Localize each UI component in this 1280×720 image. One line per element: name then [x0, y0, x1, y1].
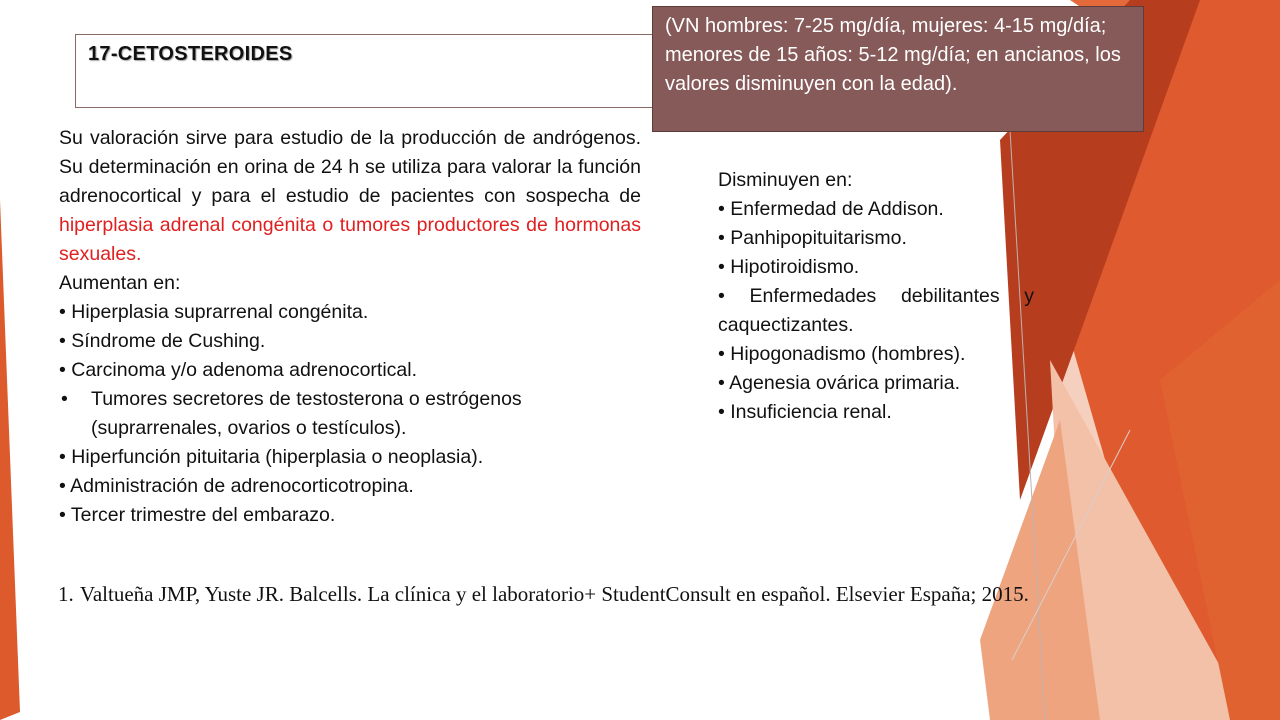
reference	[58, 578, 1118, 610]
disminuyen-item: • Hipogonadismo (hombres).	[718, 343, 966, 365]
aumentan-item-text: Tumores secretores de testosterona o estrógenos (suprarrenales, ovarios o testículos).	[91, 388, 522, 439]
left-edge-shape	[0, 200, 20, 720]
intro-text: Su valoración sirve para estudio de la producción de andrógenos. Su determinación en orina de 24 h se utiliza para valorar la función adrenocortical y para el estudio de pacientes con sospecha de	[59, 127, 641, 207]
reference-text: Valtueña JMP, Yuste JR. Balcells. La clínica y el laboratorio+ StudentConsult en español. Elsevier España; 2015.	[80, 582, 1029, 606]
aumentan-item: • Tercer trimestre del embarazo.	[59, 504, 336, 526]
reference-number: 1.	[58, 582, 74, 606]
disminuyen-item: • Enfermedad de Addison.	[718, 198, 944, 220]
disminuyen-item: • Panhipopituitarismo.	[718, 227, 907, 249]
aumentan-item: • Hiperplasia suprarrenal congénita.	[59, 301, 369, 323]
disminuyen-item: • Enfermedades debilitantes y caquectizantes.	[718, 285, 1034, 336]
intro-highlight: hiperplasia adrenal congénita o tumores productores de hormonas sexuales.	[59, 214, 641, 265]
disminuyen-item: • Hipotiroidismo.	[718, 256, 860, 278]
disminuyen-item: • Insuficiencia renal.	[718, 401, 892, 423]
aumentan-heading: Aumentan en:	[59, 272, 181, 294]
title-box	[75, 34, 675, 108]
aumentan-item: • Hiperfunción pituitaria (hiperplasia o neoplasia).	[59, 446, 484, 468]
aumentan-item-hanging	[59, 385, 641, 443]
reference-values-callout: (VN hombres: 7-25 mg/día, mujeres: 4-15 mg/día; menores de 15 años: 5-12 mg/día; en ancianos, los valores disminuyen con la edad).	[652, 6, 1144, 132]
slide-title: 17-CETOSTEROIDES	[88, 43, 293, 65]
bullet: •	[61, 388, 68, 410]
intro-paragraph	[59, 124, 641, 269]
right-column	[718, 166, 1034, 427]
disminuyen-item: • Agenesia ovárica primaria.	[718, 372, 961, 394]
disminuyen-heading: Disminuyen en:	[718, 169, 853, 191]
aumentan-item: • Administración de adrenocorticotropina.	[59, 475, 414, 497]
aumentan-item: • Carcinoma y/o adenoma adrenocortical.	[59, 359, 418, 381]
aumentan-item: • Síndrome de Cushing.	[59, 330, 266, 352]
left-column	[59, 124, 641, 530]
